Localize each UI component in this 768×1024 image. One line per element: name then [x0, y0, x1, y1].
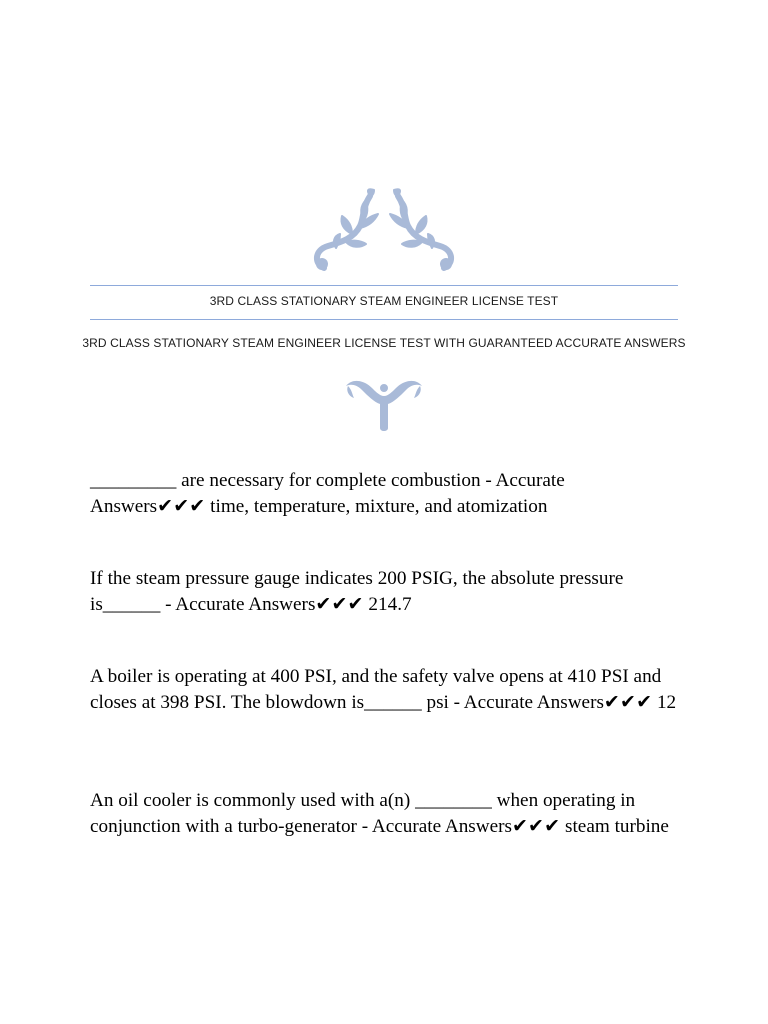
document-title: 3RD CLASS STATIONARY STEAM ENGINEER LICENSE TEST: [209, 294, 559, 308]
question-answer-4: An oil cooler is commonly used with a(n) ________ when operating in conjunction with a turbo-generator - Accurate Answers✔✔✔ steam turbine: [90, 790, 669, 837]
floral-scroll-ornament-icon: [304, 186, 464, 276]
question-answer-2: If the steam pressure gauge indicates 200 PSIG, the absolute pressure is______ - Accurate Answers✔✔✔ 214.7: [90, 568, 624, 615]
fleur-ornament-icon: [342, 376, 426, 436]
title-rule-top: [90, 285, 678, 286]
question-answer-3: A boiler is operating at 400 PSI, and the safety valve opens at 410 PSI and closes at 398 PSI. The blowdown is______ psi - Accurate Answers✔✔✔ 12: [90, 666, 677, 713]
document-subtitle: 3RD CLASS STATIONARY STEAM ENGINEER LICENSE TEST WITH GUARANTEED ACCURATE ANSWERS: [82, 336, 686, 350]
title-rule-bottom: [90, 319, 678, 320]
question-answer-1: _________ are necessary for complete combustion - Accurate Answers✔✔✔ time, temperature, mixture, and atomization: [90, 470, 565, 517]
